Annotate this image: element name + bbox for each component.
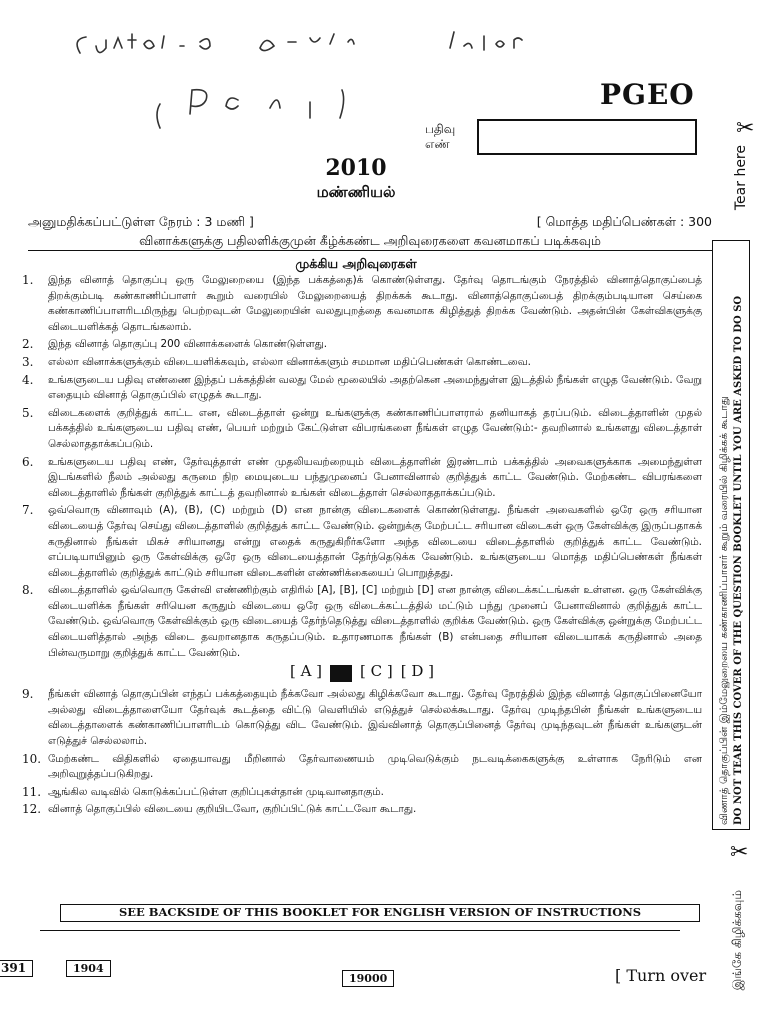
- tear-warning-box: [712, 240, 750, 830]
- list-item: [22, 583, 702, 661]
- item-number: 2.: [22, 337, 34, 352]
- answer-marking-example: [22, 664, 702, 682]
- scissors-icon: ✂: [736, 116, 755, 141]
- item-number: 6.: [22, 454, 34, 469]
- item-number: 7.: [22, 503, 34, 518]
- item-text: நீங்கள் வினாத் தொகுப்பின் எந்தப் பக்கத்தையும் நீக்கவோ அல்லது கிழிக்கவோ கூடாது. தேர்வு நேரத்தில் இந்த வினாத் தொகுப்பினையோ அல்லது விடைத்தாளையோ தேர்வுக் கூடத்தை விட்டு வெளியில் எடுத்துச் செல்லக்கூடாது. தேர்வு முடிந்தபின் நீங்கள் உங்களுடைய விடைத்தாளைக் கண்காணிப்பாளரிடம் கொடுத்து விட வேண்டும். இவ்வினாத் தொகுப்பினைத் தேர்வு முடிந்தவுடன் நீங்கள் உங்களுடன் எடுத்துச் செல்லலாம்.: [48, 688, 702, 748]
- item-text: உங்களுடைய பதிவு எண், தேர்வுத்தாள் எண் முதலியவற்றையும் விடைத்தாளின் இரண்டாம் பக்கத்தில் அவைகளுக்காக அமைந்துள்ள இடங்களில் நீலம் அல்லது கருமை நிற மையுடைய பந்துமுனைப் பேனாவினால் குறித்துக் காட்ட வேண்டும். மேற்கண்ட விபரங்களை விடைத்தாளில் நீங்கள் குறித்துக் காட்டத் தவறினால் உங்கள் விடைத்தாள் செல்லாததாக்கப்படும்.: [48, 455, 702, 499]
- item-number: 5.: [22, 405, 34, 420]
- list-item: [22, 355, 702, 371]
- list-item: [22, 406, 702, 453]
- register-label-line2: எண்: [425, 137, 450, 151]
- list-item: [22, 687, 702, 749]
- register-number-field[interactable]: [477, 119, 697, 155]
- option-a-box: [ A ]: [289, 662, 323, 681]
- item-number: 1.: [22, 273, 34, 287]
- footer-series-code: 1904: [66, 960, 111, 977]
- turn-over-label: [ Turn over: [615, 966, 707, 985]
- english-version-notice: SEE BACKSIDE OF THIS BOOKLET FOR ENGLISH VERSION OF INSTRUCTIONS: [60, 904, 700, 922]
- tamil-tear-warning: விணாத் தொகுப்பின் இம்மேலுறையை கண்காணிப்பாளர் கூறும் வரையில் கிழிக்கக் கூடாது: [717, 396, 730, 825]
- item-number: 12.: [22, 802, 42, 817]
- item-number: 11.: [22, 784, 42, 799]
- register-number-label: [425, 122, 455, 152]
- tear-here-tamil: இங்கே கிழிக்கவும்: [730, 890, 744, 991]
- list-item: [22, 503, 702, 581]
- item-text: விடைத்தாளில் ஒவ்வொரு கேள்வி எண்ணிற்கும் எதிரில் [A], [B], [C] மற்றும் [D] என நான்கு விடைக்கட்டங்கள் உள்ளன. ஒரு கேள்விக்கு விடையளிக்க நீங்கள் சரியென கருதும் விடையை ஒரே ஒரு விடைக்கட்டத்தில் மட்டும் பந்து முனைப் பேனாவினால் குறித்துக் காட்ட வேண்டும். ஒவ்வொரு கேள்விக்கும் ஒரு விடையைத் தேர்ந்தெடுத்து விடைத்தாளில் குறிக்க வேண்டும். ஒரு கேள்விக்கு ஒன்றுக்கு மேற்பட்ட விடையளித்தால் அந்த விடை தவறானதாக கருதப்படும். உதாரணமாக நீங்கள் (B) என்பதை சரியான விடையாகக் கருதினால் அதை பின்வருமாறு குறித்துக் காட்ட வேண்டும்.: [48, 584, 702, 659]
- option-d-box: [ D ]: [400, 662, 435, 681]
- list-item: [22, 785, 702, 801]
- item-text: இந்த வினாத் தொகுப்பு 200 வினாக்களைக் கொண்டுள்ளது.: [48, 338, 328, 351]
- list-item: [22, 273, 702, 335]
- register-label-line1: பதிவு: [425, 122, 456, 136]
- item-text: இந்த வினாத் தொகுப்பு ஒரு மேலுறையை (இந்த பக்கத்தை)க் கொண்டுள்ளது. தேர்வு தொடங்கும் நேரத்தில் வினாத்தொகுப்பைத் திறக்கும்படி கண்காணிப்பாளர் கூறும் வரையில் மேலுறையைத் திறக்கக் கூடாது. வினாத்தொகுப்பைத் திறக்கும்படியான செய்கை கண்காணிப்பாளரிடமிருந்து பெற்றவுடன் மேலுறையின் வலதுபுறத்தை கவனமாக கிழித்துத் திறக்க வேண்டும். அதன்பின் கேள்விகளுக்கு விடையளிக்கத் தொடங்கலாம்.: [48, 274, 702, 333]
- item-text: விடைகளைக் குறித்துக் காட்ட என, விடைத்தாள் ஒன்று உங்களுக்கு கண்காணிப்பாளரால் தனியாகத் தரப்படும். விடைத்தாளின் முதல் பக்கத்தில் உங்களுடைய பதிவு எண், பெயர் மற்றும் கேட்டுள்ள விபரங்களை நீங்கள் எழுத வேண்டும்:- தவறினால் உங்களது விடைத்தாள் செல்லாததாக்கப்படும்.: [48, 406, 702, 450]
- item-number: 9.: [22, 687, 34, 702]
- list-item: [22, 455, 702, 502]
- option-c-box: [ C ]: [360, 662, 393, 681]
- list-item: [22, 802, 702, 818]
- maximum-marks: [ மொத்த மதிப்பெண்கள் : 300: [536, 214, 712, 229]
- exam-year: 2010: [325, 155, 387, 181]
- footer-divider: [40, 930, 680, 931]
- option-b-filled-box: [330, 665, 352, 682]
- english-tear-warning: DO NOT TEAR THIS COVER OF THE QUESTION BOOKLET UNTIL YOU ARE ASKED TO DO SO: [732, 295, 744, 825]
- list-item: [22, 337, 702, 353]
- scissors-icon-bottom: ✂: [730, 840, 749, 865]
- read-instructions-notice: வினாக்களுக்கு பதிலளிக்குமுன் கீழ்க்கண்ட அறிவுரைகளை கவனமாகப் படிக்கவும்: [139, 233, 601, 248]
- item-number: 8.: [22, 583, 34, 598]
- item-number: 3.: [22, 354, 34, 369]
- item-number: 10.: [22, 751, 42, 766]
- footer-left-code: 391: [0, 960, 33, 977]
- item-text: ஒவ்வொரு வினாவும் (A), (B), (C) மற்றும் (D) என நான்கு விடைகளைக் கொண்டுள்ளது. நீங்கள் அவைகளில் ஒரே ஒரு சரியான விடையைத் தேர்வு செய்து விடைத்தாளில் குறித்துக் காட்ட வேண்டும். ஒன்றுக்கு மேற்பட்ட சரியான விடைகள் ஒரு கேள்விக்கு இருப்பதாகக் கருதினால் நீங்கள் மிகச் சரியானது என்று எதைக் கருதுகிறீர்களோ அந்த விடையை விடைத்தாளில் குறித்துக் காட்ட வேண்டும். எப்படியாயினும் ஒரு கேள்விக்கு ஒரே ஒரு விடையைத்தான் தேர்ந்தெடுக்க வேண்டும். உங்களுடைய மொத்த மதிப்பெண்கள் நீங்கள் விடைத்தாளில் குறித்துக் காட்டும் சரியான விடைகளின் எண்ணிக்கையைப் பொறுத்தது.: [48, 504, 702, 579]
- item-text: மேற்கண்ட விதிகளில் ஏதையாவது மீறினால் தேர்வாணையம் முடிவெடுக்கும் நடவடிக்கைகளுக்கு உள்ளாக நேரிடும் என அறிவுறுத்தப்படுகிறது.: [48, 752, 702, 781]
- instructions-list: [22, 273, 702, 820]
- instructions-heading: முக்கிய அறிவுரைகள்: [295, 256, 417, 271]
- item-text: உங்களுடைய பதிவு எண்ணை இந்தப் பக்கத்தின் வலது மேல் மூலையில் அதற்கென அமைந்துள்ள இடத்தில் நீங்கள் எழுத வேண்டும். வேறு எதையும் வினாத் தொகுப்பில் எழுதக் கூடாது.: [48, 373, 702, 402]
- item-text: ஆங்கில வடிவில் கொடுக்கப்பட்டுள்ள குறிப்புகள்தான் முடிவானதாகும்.: [48, 785, 384, 798]
- exam-meta-row: [28, 214, 712, 231]
- subject-title: மண்ணியல்: [316, 183, 396, 201]
- list-item: [22, 752, 702, 783]
- divider: [28, 250, 712, 251]
- tear-here-label: Tear here: [733, 145, 749, 211]
- paper-code: PGEO: [600, 78, 695, 111]
- time-allowed: அனுமதிக்கப்பட்டுள்ள நேரம் : 3 மணி ]: [28, 214, 254, 229]
- item-text: எல்லா வினாக்களுக்கும் விடையளிக்கவும், எல்லா வினாக்களும் சமமான மதிப்பெண்கள் கொண்டவை.: [48, 355, 531, 368]
- item-text: வினாத் தொகுப்பில் விடையை குறியிடவோ, குறிப்பிட்டுக் காட்டவோ கூடாது.: [48, 803, 417, 816]
- footer-count-code: 19000: [342, 970, 394, 987]
- item-number: 4.: [22, 372, 34, 387]
- list-item: [22, 373, 702, 404]
